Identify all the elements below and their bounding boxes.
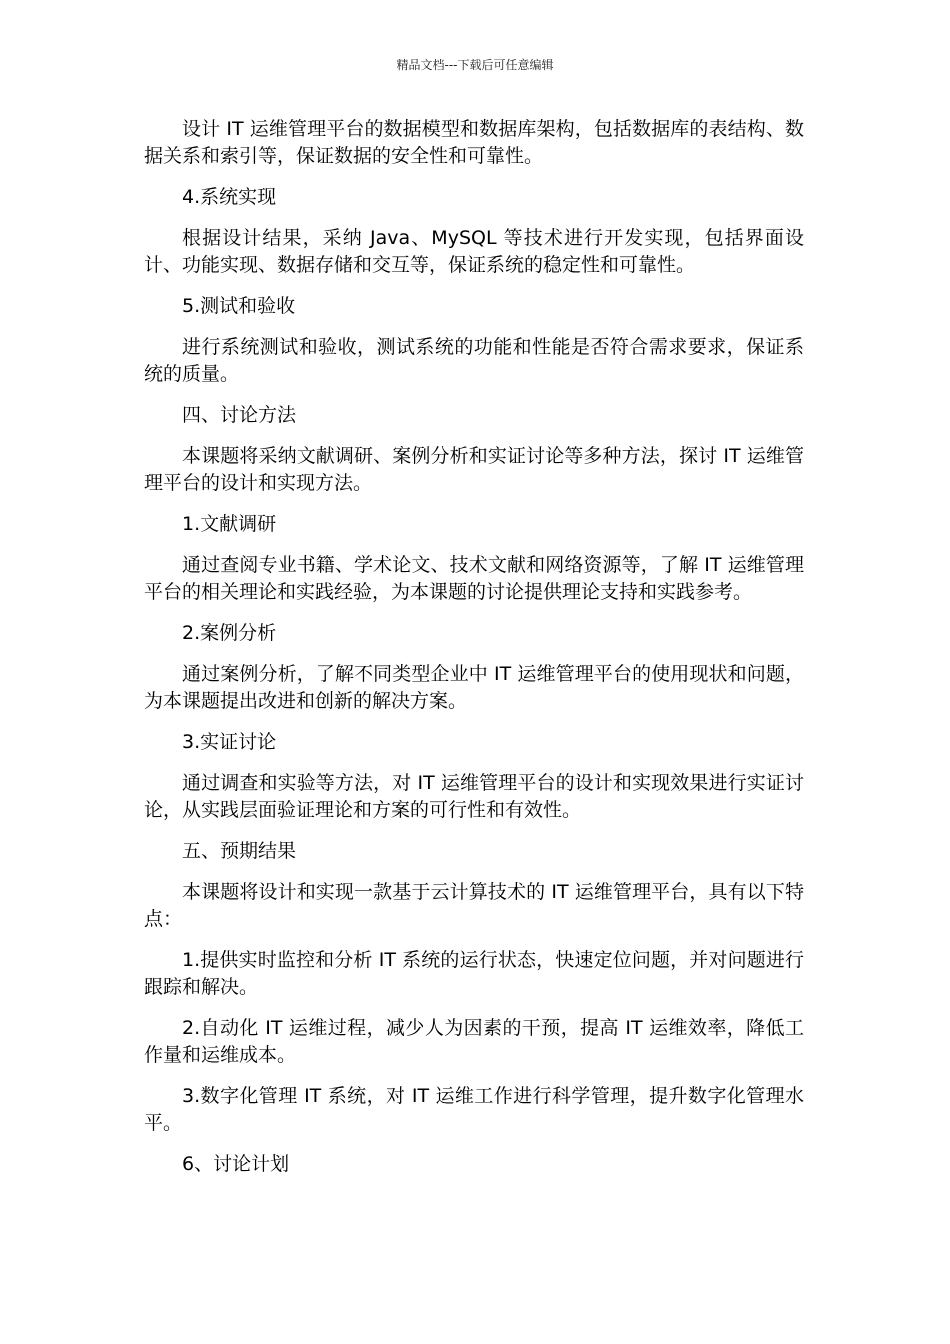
section-heading: 5.测试和验收 — [182, 295, 296, 317]
page-header: 精品文档---下载后可任意编辑 — [396, 58, 554, 72]
section-heading: 四、讨论方法 — [182, 404, 297, 426]
document-body — [144, 116, 804, 1192]
paragraph: 通过案例分析，了解不同类型企业中 IT 运维管理平台的使用现状和问题，为本课题提出改进和创新的解决方案。 — [144, 663, 804, 712]
list-item: 2.自动化 IT 运维过程，减少人为因素的干预，提高 IT 运维效率，降低工作量和运维成本。 — [144, 1017, 804, 1066]
paragraph: 本课题将设计和实现一款基于云计算技术的 IT 运维管理平台，具有以下特点： — [144, 881, 804, 930]
paragraph: 通过查阅专业书籍、学术论文、技术文献和网络资源等，了解 IT 运维管理平台的相关理论和实践经验，为本课题的讨论提供理论支持和实践参考。 — [144, 554, 804, 603]
section-heading: 6、讨论计划 — [182, 1153, 290, 1175]
paragraph: 根据设计结果，采纳 Java、MySQL 等技术进行开发实现，包括界面设计、功能实现、数据存储和交互等，保证系统的稳定性和可靠性。 — [144, 227, 804, 276]
section-heading: 3.实证讨论 — [182, 731, 277, 753]
section-heading: 2.案例分析 — [182, 622, 277, 644]
paragraph: 通过调查和实验等方法，对 IT 运维管理平台的设计和实现效果进行实证讨论，从实践层面验证理论和方案的可行性和有效性。 — [144, 772, 804, 821]
section-heading: 五、预期结果 — [182, 840, 297, 862]
list-item: 3.数字化管理 IT 系统，对 IT 运维工作进行科学管理，提升数字化管理水平。 — [144, 1085, 804, 1134]
section-heading: 4.系统实现 — [182, 186, 277, 208]
list-item: 1.提供实时监控和分析 IT 系统的运行状态，快速定位问题，并对问题进行跟踪和解决。 — [144, 949, 804, 998]
paragraph: 进行系统测试和验收，测试系统的功能和性能是否符合需求要求，保证系统的质量。 — [144, 336, 804, 385]
paragraph: 本课题将采纳文献调研、案例分析和实证讨论等多种方法，探讨 IT 运维管理平台的设计和实现方法。 — [144, 445, 804, 494]
paragraph: 设计 IT 运维管理平台的数据模型和数据库架构，包括数据库的表结构、数据关系和索引等，保证数据的安全性和可靠性。 — [144, 118, 804, 167]
section-heading: 1.文献调研 — [182, 513, 277, 535]
